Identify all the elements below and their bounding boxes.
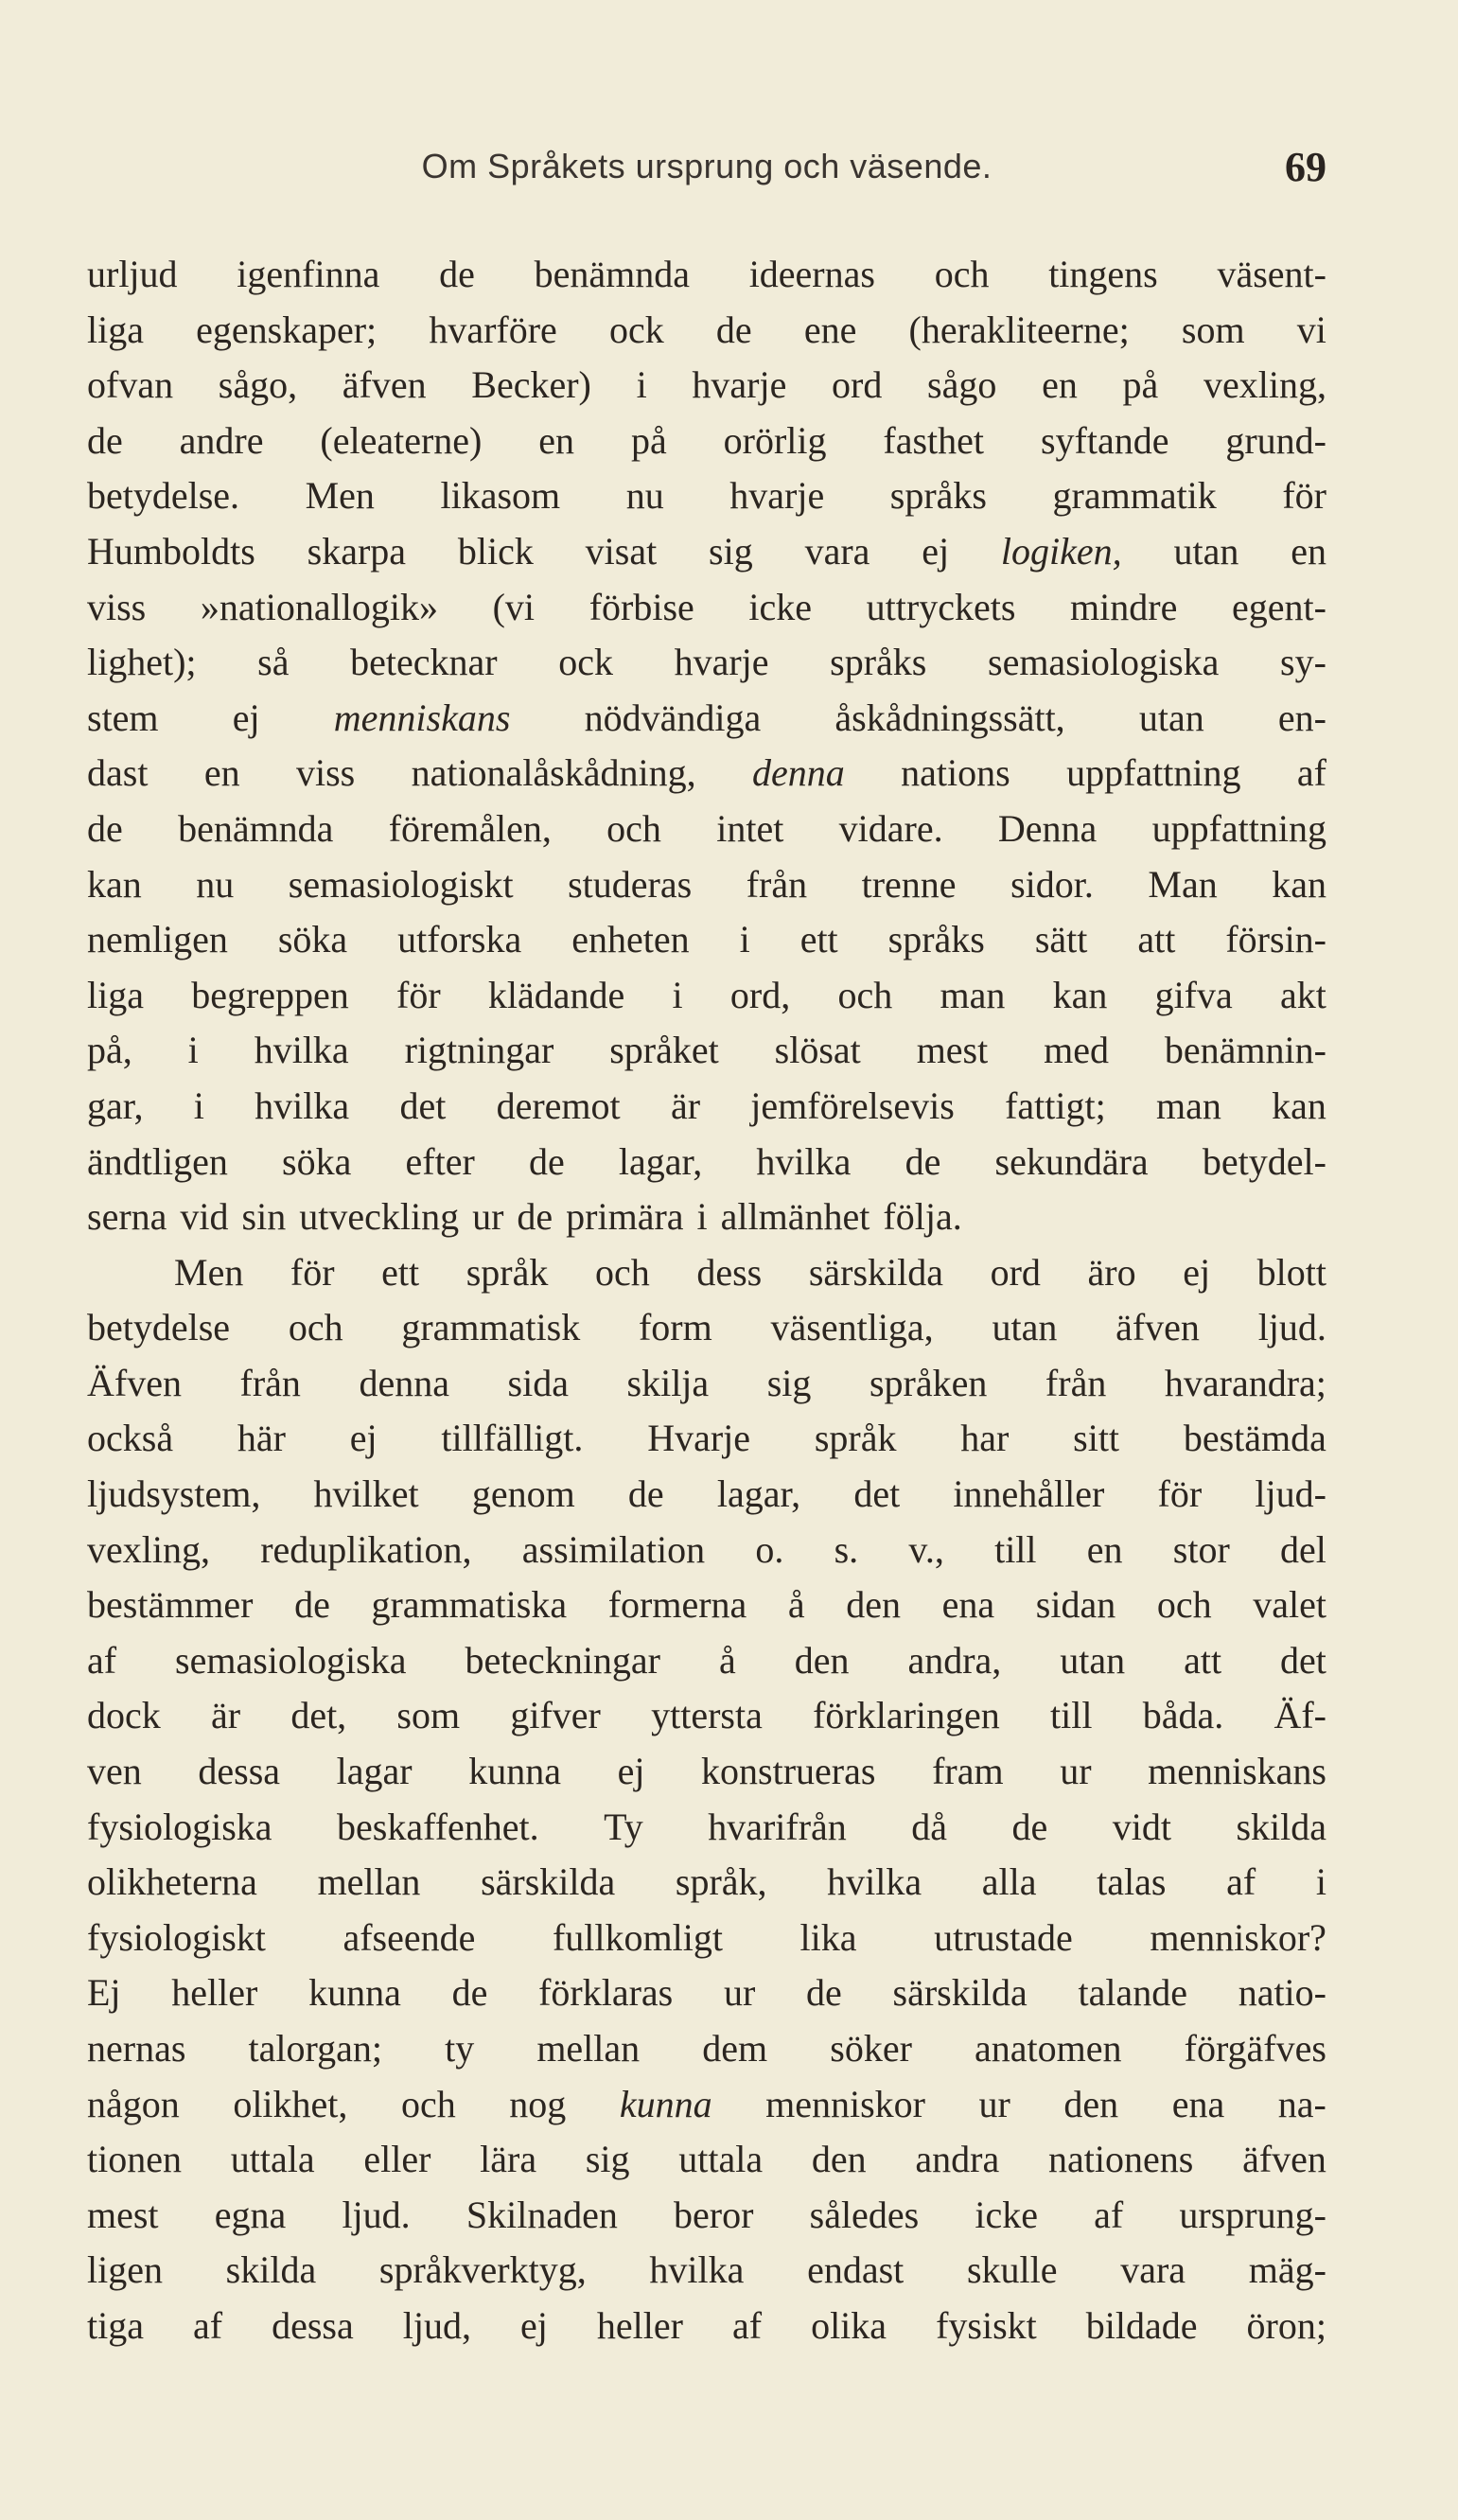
running-title: Om Språkets ursprung och väsende.: [421, 147, 992, 185]
text-line: serna vid sin utveckling ur de primära i allmänhet följa.: [87, 1195, 962, 1239]
text-line: urljud igenfinna de benämnda ideernas och tingens väsent-: [87, 253, 1326, 295]
text-line: tiga af dessa ljud, ej heller af olika fysiskt bildade öron;: [87, 2303, 1326, 2347]
text-line: vexling, reduplikation, assimilation o. s. v., till en stor del: [87, 1527, 1326, 1571]
text-line: nernas talorgan; ty mellan dem söker anatomen förgäfves: [87, 2027, 1326, 2070]
text-line: tionen uttala eller lära sig uttala den andra nationens äfven: [87, 2138, 1326, 2181]
text-line: ofvan sågo, äfven Becker) i hvarje ord sågo en på vexling,: [87, 363, 1326, 407]
text-line: bestämmer de grammatiska formerna å den ena sidan och valet: [87, 1583, 1326, 1627]
text-line: Men för ett språk och dess särskilda ord äro ej blott: [174, 1250, 1326, 1294]
text-line: någon olikhet, och nog kunna menniskor ur den ena na-: [87, 2082, 1326, 2125]
text-line: mest egna ljud. Skilnaden beror således icke af ursprung-: [87, 2193, 1326, 2236]
text-line: kan nu semasiologiskt studeras från trenne sidor. Man kan: [87, 862, 1326, 906]
text-line: liga begreppen för klädande i ord, och man kan gifva akt: [87, 973, 1326, 1016]
text-line: de benämnda föremålen, och intet vidare. Denna uppfattning: [87, 806, 1326, 850]
text-line: också här ej tillfälligt. Hvarje språk har sitt bestämda: [87, 1417, 1326, 1460]
text-line: nemligen söka utforska enheten i ett språks sätt att försin-: [87, 918, 1326, 961]
text-line: Ej heller kunna de förklaras ur de särskilda talande natio-: [87, 1971, 1326, 2015]
text-line: betydelse. Men likasom nu hvarje språks grammatik för: [87, 474, 1326, 518]
text-line: de andre (eleaterne) en på orörlig fasthet syftande grund-: [87, 418, 1326, 462]
page-number: 69: [1285, 144, 1326, 190]
text-line: lighet); så betecknar ock hvarje språks semasiologiska sy-: [87, 641, 1326, 684]
page-header: [87, 144, 1326, 203]
text-line: på, i hvilka rigtningar språket slösat mest med benämnin-: [87, 1029, 1326, 1072]
text-line: betydelse och grammatisk form väsentliga, utan äfven ljud.: [87, 1306, 1326, 1349]
body-text: [87, 247, 1326, 2354]
text-line: ändtligen söka efter de lagar, hvilka de sekundära betydel-: [87, 1139, 1326, 1183]
text-line: gar, i hvilka det deremot är jemförelsevis fattigt; man kan: [87, 1084, 1326, 1127]
text-line: liga egenskaper; hvarföre ock de ene (herakliteerne; som vi: [87, 308, 1326, 351]
text-line: olikheterna mellan särskilda språk, hvilka alla talas af i: [87, 1860, 1326, 1904]
text-line: af semasiologiska beteckningar å den andra, utan att det: [87, 1638, 1326, 1682]
text-line: viss »nationallogik» (vi förbise icke uttryckets mindre egent-: [87, 585, 1326, 628]
text-line: Humboldts skarpa blick visat sig vara ej logiken, utan en: [87, 529, 1326, 573]
text-line: stem ej menniskans nödvändiga åskådningssätt, utan en-: [87, 696, 1326, 739]
text-line: ljudsystem, hvilket genom de lagar, det innehåller för ljud-: [87, 1472, 1326, 1516]
text-line: ven dessa lagar kunna ej konstrueras fram ur menniskans: [87, 1750, 1326, 1793]
text-line: dock är det, som gifver yttersta förklaringen till båda. Äf-: [87, 1694, 1326, 1737]
text-line: ligen skilda språkverktyg, hvilka endast skulle vara mäg-: [87, 2248, 1326, 2292]
text-line: Äfven från denna sida skilja sig språken från hvarandra;: [87, 1361, 1326, 1404]
text-line: dast en viss nationalåskådning, denna nations uppfattning af: [87, 751, 1326, 795]
text-line: fysiologiskt afseende fullkomligt lika utrustade menniskor?: [87, 1915, 1326, 1959]
text-line: fysiologiska beskaffenhet. Ty hvarifrån då de vidt skilda: [87, 1805, 1326, 1848]
